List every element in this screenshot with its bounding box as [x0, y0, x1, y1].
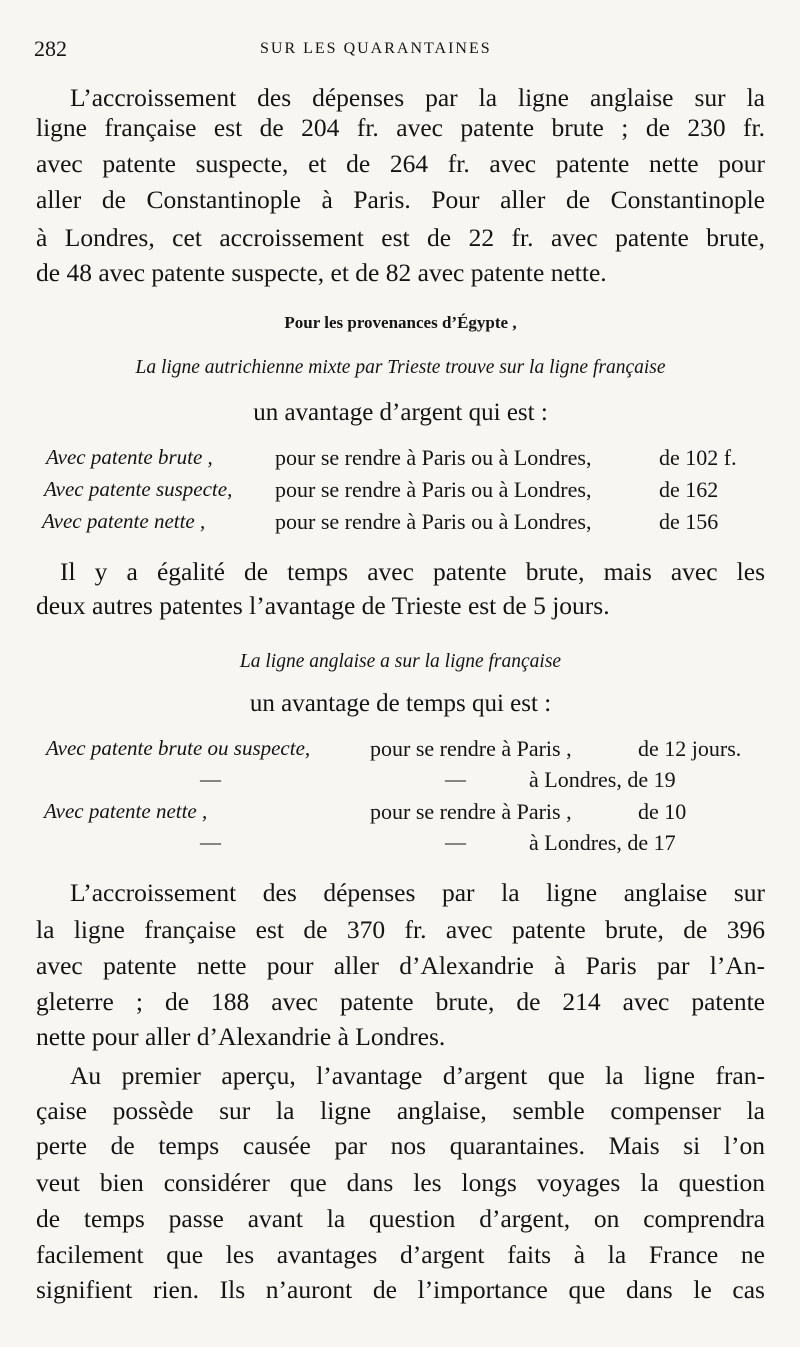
destination: pour se rendre à Paris , [370, 799, 572, 824]
table-row [42, 445, 762, 479]
egypt-subheading: La ligne autrichienne mixte par Trieste trouve sur la ligne française [135, 357, 666, 378]
text-line: deux autres patentes l’avantage de Trieste est de 5 jours. [36, 591, 610, 620]
destination: à Londres, de 19 [529, 767, 676, 792]
text-line: la ligne française est de 370 fr. avec patente brute, de 396 [36, 915, 765, 944]
ditto-dash: — [445, 830, 466, 854]
text-line: aller de Constantinople à Paris. Pour aller de Constantinople [36, 185, 765, 214]
text-line: avec patente nette pour aller d’Alexandrie à Paris par l’An- [36, 951, 765, 980]
patent-type: Avec patente brute , [46, 445, 213, 469]
destination: pour se rendre à Paris ou à Londres, [275, 509, 592, 534]
patent-type: Avec patente nette , [42, 509, 206, 533]
destination: pour se rendre à Paris ou à Londres, [275, 477, 592, 502]
page-number: 282 [34, 36, 67, 61]
text-line: gleterre ; de 188 avec patente brute, de 214 avec patente [36, 987, 765, 1016]
ditto-dash: — [445, 767, 466, 791]
destination: à Londres, de 17 [529, 830, 676, 855]
text-line: Il y a égalité de temps avec patente brute, mais avec les [60, 557, 765, 586]
table-row [42, 509, 762, 543]
amount: de 102 f. [659, 445, 737, 470]
table-row [42, 736, 762, 770]
text-line: perte de temps causée par nos quarantaines. Mais si l’on [36, 1131, 765, 1160]
text-line: L’accroissement des dépenses par la ligne anglaise sur [70, 878, 765, 907]
text-line: facilement que les avantages d’argent faits à la France ne [36, 1240, 765, 1269]
text-line: çaise possède sur la ligne anglaise, semble compenser la [36, 1096, 765, 1125]
text-line: de temps passe avant la question d’argent, on comprendra [36, 1204, 765, 1233]
amount: de 156 [659, 509, 719, 534]
text-line: ligne française est de 204 fr. avec patente brute ; de 230 fr. [36, 113, 765, 142]
ditto-dash: — [200, 767, 221, 791]
amount: de 10 [638, 799, 687, 824]
patent-type: Avec patente nette , [44, 799, 208, 823]
text-line: veut bien considérer que dans les longs voyages la question [36, 1168, 765, 1197]
destination: pour se rendre à Paris , [370, 736, 572, 761]
text-line: de 48 avec patente suspecte, et de 82 avec patente nette. [36, 258, 607, 287]
text-line: signifient rien. Ils n’auront de l’importance que dans le cas [36, 1275, 765, 1304]
patent-type: Avec patente suspecte, [44, 477, 233, 501]
page-header [34, 36, 760, 66]
table-row [42, 830, 762, 864]
text-line: Au premier aperçu, l’avantage d’argent que la ligne fran- [70, 1061, 765, 1090]
table-row [42, 767, 762, 801]
text-line: avec patente suspecte, et de 264 fr. avec patente nette pour [36, 149, 765, 178]
time-subheading: La ligne anglaise a sur la ligne française [239, 651, 562, 672]
ditto-dash: — [200, 830, 221, 854]
time-advantage-line: un avantage de temps qui est : [249, 690, 552, 717]
destination: pour se rendre à Paris ou à Londres, [275, 445, 592, 470]
section-heading-egypt: Pour les provenances d’Égypte , [284, 313, 517, 332]
patent-type: Avec patente brute ou suspecte, [46, 736, 311, 760]
text-line: L’accroissement des dépenses par la ligne anglaise sur la [70, 83, 765, 112]
amount: de 12 jours. [638, 736, 742, 761]
text-line: à Londres, cet accroissement est de 22 fr. avec patente brute, [36, 223, 765, 252]
money-advantage-line: un avantage d’argent qui est : [253, 399, 548, 426]
running-head: SUR LES QUARANTAINES [260, 40, 492, 57]
table-row [42, 477, 762, 511]
amount: de 162 [659, 477, 719, 502]
text-line: nette pour aller d’Alexandrie à Londres. [36, 1022, 446, 1051]
table-row [42, 799, 762, 833]
